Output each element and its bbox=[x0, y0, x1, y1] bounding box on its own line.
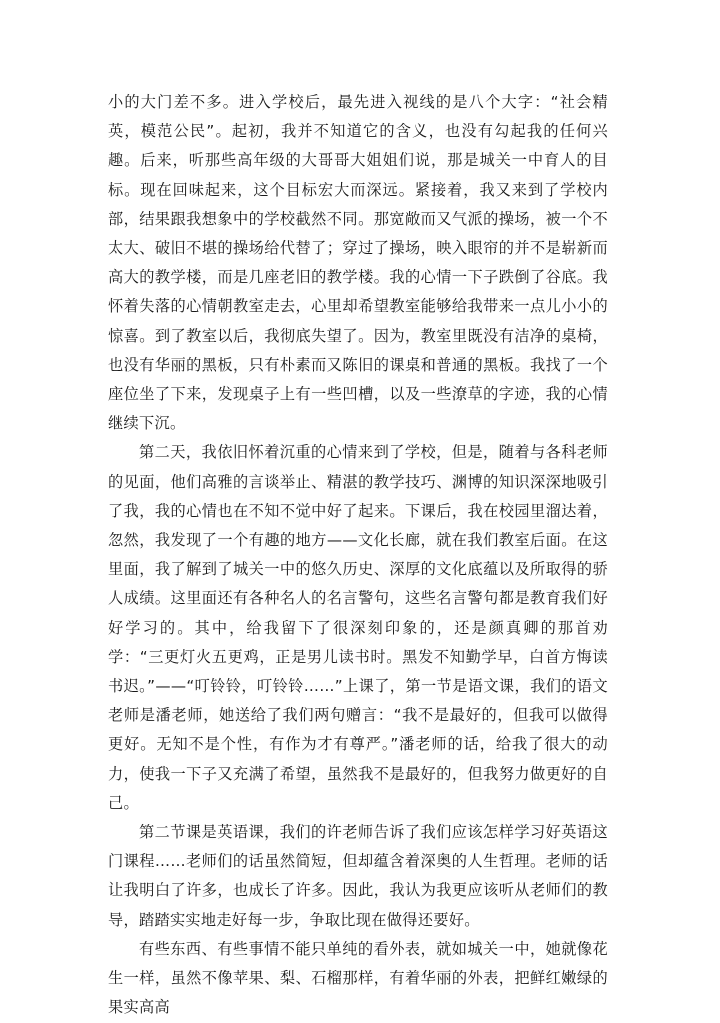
essay-body bbox=[108, 88, 608, 1023]
paragraph: 有些东西、有些事情不能只单纯的看外表，就如城关一中，她就像花生一样，虽然不像苹果、梨、石榴那样，有着华丽的外表，把鲜红嫩绿的果实高高 bbox=[108, 939, 608, 1017]
paragraph: 第二天，我依旧怀着沉重的心情来到了学校，但是，随着与各科老师的见面，他们高雅的言谈举止、精湛的教学技巧、渊博的知识深深地吸引了我，我的心情也在不知不觉中好了起来。下课后，我在校园里溜达着，忽然，我发现了一个有趣的地方——文化长廊，就在我们教室后面。在这里面，我了解到了城关一中的悠久历史、深厚的文化底蕴以及所取得的骄人成绩。这里面还有各种名人的名言警句，这些名言警句都是教育我们好好学习的。其中，给我留下了很深刻印象的，还是颜真卿的那首劝学：“三更灯火五更鸡，正是男儿读书时。黑发不知勤学早，白首方悔读书迟。”——“叮铃铃，叮铃铃……”上课了，第一节是语文课，我们的语文老师是潘老师，她送给了我们两句赠言：“我不是最好的，但我可以做得更好。无知不是个性，有作为才有尊严。”潘老师的话，给我了很大的动力，使我一下子又充满了希望，虽然我不是最好的，但我努力做更好的自己。 bbox=[108, 443, 608, 812]
paragraph: 小的大门差不多。进入学校后，最先进入视线的是八个大字：“社会精英，模范公民”。起初，我并不知道它的含义，也没有勾起我的任何兴趣。后来，听那些高年级的大哥哥大姐姐们说，那是城关一中育人的目标。现在回味起来，这个目标宏大而深远。紧接着，我又来到了学校内部，结果跟我想象中的学校截然不同。那宽敞而又气派的操场，被一个不太大、破旧不堪的操场给代替了；穿过了操场，映入眼帘的并不是崭新而高大的教学楼，而是几座老旧的教学楼。我的心情一下子跌倒了谷底。我怀着失落的心情朝教室走去，心里却希望教室能够给我带来一点儿小小的惊喜。到了教室以后，我彻底失望了。因为，教室里既没有洁净的桌椅，也没有华丽的黑板，只有朴素而又陈旧的课桌和普通的黑板。我找了一个座位坐了下来，发现桌子上有一些凹槽，以及一些潦草的字迹，我的心情继续下沉。 bbox=[108, 93, 608, 433]
paragraph: 第二节课是英语课，我们的许老师告诉了我们应该怎样学习好英语这门课程……老师们的话虽然简短，但却蕴含着深奥的人生哲理。老师的话让我明白了许多，也成长了许多。因此，我认为我更应该听从老师们的教导，踏踏实实地走好每一步，争取比现在做得还要好。 bbox=[108, 823, 608, 929]
